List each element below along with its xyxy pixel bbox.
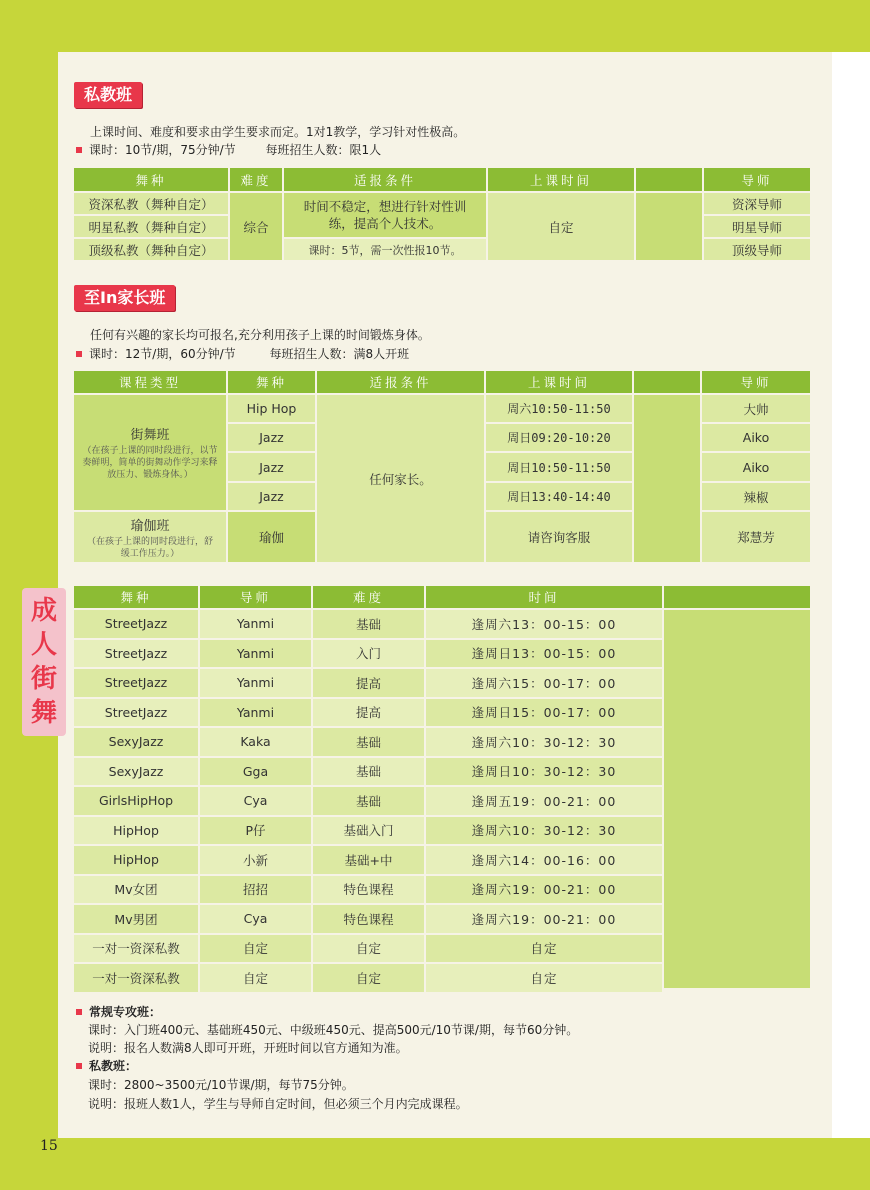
adult-row-teacher: P仔: [200, 817, 311, 845]
side-title-char: 成: [30, 596, 57, 626]
right-margin-strip: [832, 52, 870, 1138]
private-class-enroll: 每班招生人数：限1人: [265, 143, 382, 157]
street-course-title: 街舞班: [130, 428, 170, 443]
adult-row-teacher: 招招: [200, 876, 311, 904]
parent-class-hours: 课时：12节/期，60分钟/节: [89, 347, 236, 361]
adult-row-level: 基础: [313, 728, 424, 756]
adult-row-time: 逢周日13：00-15：00: [426, 640, 662, 668]
adult-row-time: 逢周日10：30-12：30: [426, 758, 662, 786]
private-class-intro: 上课时间、难度和要求由学生要求而定。1对1教学，学习针对性极高。: [90, 125, 466, 139]
street-course-cell: [74, 395, 226, 510]
adult-row-teacher: Kaka: [200, 728, 311, 756]
parent-row-teacher: 大帅: [702, 395, 810, 422]
adult-row-dance: 一对一资深私教: [74, 935, 198, 963]
adult-row-teacher: Yanmi: [200, 640, 311, 668]
adult-row-time: 逢周日15：00-17：00: [426, 699, 662, 727]
adult-row-time: 逢周五19：00-21：00: [426, 787, 662, 815]
header-empty: [636, 168, 702, 191]
adult-row-teacher: 自定: [200, 935, 311, 963]
parent-row-time: 周日09:20-10:20: [486, 424, 632, 451]
adult-row-level: 自定: [313, 964, 424, 992]
parent-row-teacher: Aiko: [702, 424, 810, 451]
yoga-course-cell: [74, 512, 226, 562]
adult-row-level: 特色课程: [313, 905, 424, 933]
adult-row-level: 基础: [313, 758, 424, 786]
header-teacher: 导师: [704, 168, 810, 191]
yoga-course-note: （在孩子上课的同时段进行，舒缓工作压力。）: [86, 536, 213, 559]
adult-row-dance: Mv男团: [74, 905, 198, 933]
parent-row-time: 周六10:50-11:50: [486, 395, 632, 422]
private-row-dance: 资深私教（舞种自定）: [74, 193, 228, 214]
adult-row-teacher: Cya: [200, 787, 311, 815]
adult-row-dance: StreetJazz: [74, 699, 198, 727]
private-class-info: [76, 141, 381, 158]
yoga-teacher: 郑慧芳: [702, 512, 810, 562]
adult-row-time: 逢周六10：30-12：30: [426, 817, 662, 845]
parent-class-info: [76, 345, 409, 362]
street-course-note: （在孩子上课的同时段进行，以节奏鲜明，简单的街舞动作学习来释放压力、锻炼身体。）: [82, 446, 218, 480]
adult-row-teacher: Cya: [200, 905, 311, 933]
parent-row-dance: Jazz: [228, 424, 315, 451]
parent-class-enroll: 每班招生人数：满8人开班: [269, 347, 410, 361]
adult-row-teacher: Yanmi: [200, 669, 311, 697]
adult-row-teacher: Yanmi: [200, 699, 311, 727]
private-row-dance: 明星私教（舞种自定）: [74, 216, 228, 237]
adult-row-level: 特色课程: [313, 876, 424, 904]
parent-class-heading: 至In家长班: [74, 285, 175, 311]
regular-note-title-row: [76, 1003, 161, 1020]
header-dance: 舞种: [74, 168, 228, 191]
parent-empty-cell: [634, 395, 700, 562]
header-condition: 适报条件: [317, 371, 484, 393]
adult-row-teacher: 小新: [200, 846, 311, 874]
adult-row-level: 基础: [313, 610, 424, 638]
yoga-time: 请咨询客服: [486, 512, 632, 562]
header-time: 时间: [426, 586, 662, 608]
private-note-title: 私教班：: [89, 1059, 138, 1073]
private-row-dance: 顶级私教（舞种自定）: [74, 239, 228, 260]
header-dance: 舞种: [74, 586, 198, 608]
bullet-icon: [76, 1009, 82, 1015]
adult-row-time: 逢周六13：00-15：00: [426, 610, 662, 638]
parent-row-time: 周日13:40-14:40: [486, 483, 632, 510]
adult-row-time: 逢周六15：00-17：00: [426, 669, 662, 697]
adult-row-time: 逢周六19：00-21：00: [426, 905, 662, 933]
adult-row-dance: HipHop: [74, 846, 198, 874]
parent-row-time: 周日10:50-11:50: [486, 453, 632, 481]
bullet-icon: [76, 1063, 82, 1069]
bullet-icon: [76, 147, 82, 153]
adult-row-level: 基础入门: [313, 817, 424, 845]
parent-row-dance: Jazz: [228, 453, 315, 481]
adult-row-dance: HipHop: [74, 817, 198, 845]
adult-row-time: 逢周六19：00-21：00: [426, 876, 662, 904]
bullet-icon: [76, 351, 82, 357]
header-condition: 适报条件: [284, 168, 486, 191]
header-empty: [664, 586, 810, 608]
adult-row-dance: StreetJazz: [74, 610, 198, 638]
private-note-title-row: [76, 1057, 137, 1074]
adult-row-dance: 一对一资深私教: [74, 964, 198, 992]
header-teacher: 导师: [200, 586, 311, 608]
private-row-teacher: 明星导师: [704, 216, 810, 237]
header-dance: 舞种: [228, 371, 315, 393]
adult-row-teacher: Gga: [200, 758, 311, 786]
parent-row-teacher: Aiko: [702, 453, 810, 481]
adult-row-dance: StreetJazz: [74, 640, 198, 668]
adult-row-teacher: 自定: [200, 964, 311, 992]
private-condition: 时间不稳定，想进行针对性训练，提高个人技术。: [284, 193, 486, 237]
adult-row-time: 逢周六14：00-16：00: [426, 846, 662, 874]
header-time: 上课时间: [488, 168, 634, 191]
adult-row-teacher: Yanmi: [200, 610, 311, 638]
adult-row-time: 自定: [426, 935, 662, 963]
adult-row-dance: StreetJazz: [74, 669, 198, 697]
adult-class-side-title: [22, 588, 66, 736]
header-difficulty: 难度: [313, 586, 424, 608]
adult-empty-cell: [664, 610, 810, 988]
adult-row-level: 提高: [313, 669, 424, 697]
private-row-teacher: 资深导师: [704, 193, 810, 214]
private-note-desc: 说明：报班人数1人，学生与导师自定时间，但必须三个月内完成课程。: [88, 1097, 468, 1111]
adult-row-level: 入门: [313, 640, 424, 668]
side-title-char: 街: [30, 664, 57, 694]
parent-class-intro: 任何有兴趣的家长均可报名,充分利用孩子上课的时间锻炼身体。: [90, 328, 430, 342]
header-course-type: 课程类型: [74, 371, 226, 393]
adult-row-level: 提高: [313, 699, 424, 727]
private-row-teacher: 顶级导师: [704, 239, 810, 260]
regular-note-title: 常规专攻班：: [89, 1005, 162, 1019]
yoga-dance: 瑜伽: [228, 512, 315, 562]
private-note-fee: 课时：2800~3500元/10节课/期，每节75分钟。: [88, 1078, 354, 1092]
header-empty: [634, 371, 700, 393]
adult-row-time: 自定: [426, 964, 662, 992]
adult-row-dance: Mv女团: [74, 876, 198, 904]
private-time: 自定: [488, 193, 634, 260]
adult-row-dance: GirlsHipHop: [74, 787, 198, 815]
yoga-course-title: 瑜伽班: [130, 518, 170, 534]
private-condition-note: 课时：5节，需一次性报10节。: [284, 239, 486, 260]
parent-row-teacher: 辣椒: [702, 483, 810, 510]
side-title-char: 人: [30, 630, 57, 660]
adult-row-level: 基础: [313, 787, 424, 815]
adult-row-level: 自定: [313, 935, 424, 963]
header-teacher: 导师: [702, 371, 810, 393]
header-difficulty: 难度: [230, 168, 282, 191]
regular-note-desc: 说明：报名人数满8人即可开班，开班时间以官方通知为准。: [88, 1041, 408, 1055]
adult-row-time: 逢周六10：30-12：30: [426, 728, 662, 756]
parent-row-dance: Jazz: [228, 483, 315, 510]
adult-row-level: 基础+中: [313, 846, 424, 874]
private-difficulty: 综合: [230, 193, 282, 260]
private-class-heading: 私教班: [74, 82, 142, 108]
side-title-char: 舞: [30, 698, 57, 728]
adult-row-dance: SexyJazz: [74, 758, 198, 786]
header-time: 上课时间: [486, 371, 632, 393]
parent-condition: 任何家长。: [317, 395, 484, 562]
parent-row-dance: Hip Hop: [228, 395, 315, 422]
private-empty-cell: [636, 193, 702, 260]
page-number: 15: [40, 1138, 58, 1154]
adult-row-dance: SexyJazz: [74, 728, 198, 756]
private-class-hours: 课时：10节/期，75分钟/节: [89, 143, 236, 157]
regular-note-fee: 课时：入门班400元、基础班450元、中级班450元、提高500元/10节课/期，每节60分钟。: [88, 1023, 579, 1037]
